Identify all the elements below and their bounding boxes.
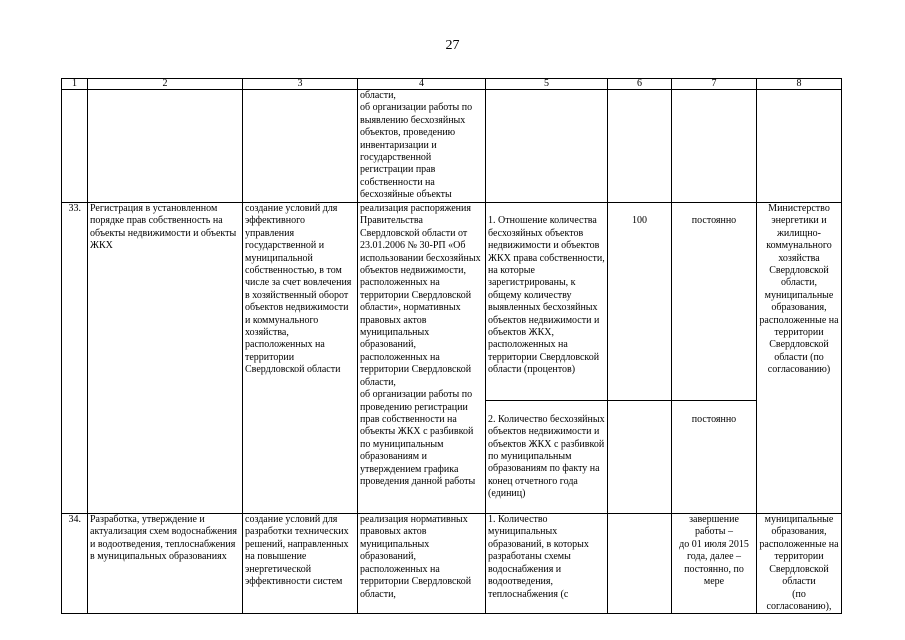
cell-empty <box>243 90 358 203</box>
header-col-3: 3 <box>243 79 358 90</box>
header-row <box>62 79 842 90</box>
indicator-2: 2. Количество бесхозяйных объектов недвижимости и объектов ЖКХ с разбивкой по муниципальным образованиям по факту на конец отчетного года (единиц) <box>488 413 605 500</box>
term-2: постоянно <box>691 413 737 425</box>
cell-empty <box>757 90 842 203</box>
table-row-34 <box>62 514 842 614</box>
executor: Министерство энергетики и жилищно-коммунального хозяйства Свердловской области, муниципальные образования, расположенные на территории Свердловской области (по согласованию) <box>757 203 842 514</box>
target-value-cell <box>608 203 672 514</box>
indicators-cell <box>486 203 608 514</box>
page-number: 27 <box>445 38 460 53</box>
cell-empty <box>486 90 608 203</box>
header-col-7: 7 <box>672 79 757 90</box>
continuation-basis: области, об организации работы по выявлению бесхозяйных объектов, проведению инвентаризации и государственной регистрации прав собственности на бесхозяйные объекты <box>358 90 486 203</box>
cell-empty <box>672 90 757 203</box>
header-col-2: 2 <box>88 79 243 90</box>
measure-name: Разработка, утверждение и актуализация схем водоснабжения и водоотведения, теплоснабжения в муниципальных образованиях <box>88 514 243 614</box>
row-number: 34. <box>62 514 88 614</box>
measure-basis: реализация распоряжения Правительства Свердловской области от 23.01.2006 № 30-РП «Об использовании бесхозяйных объектов недвижимости, расположенных на территории Свердловской области», нормативных правовых актов муниципальных образований, расположенных на территории Свердловской области, об организации работы по проведению регистрации прав собственности на объекты ЖКХ с разбивкой по муниципальным образованиям и утверждением графика проведения данной работы <box>358 203 486 514</box>
measure-name: Регистрация в установленном порядке прав собственность на объекты недвижимости и объекты ЖКХ <box>88 203 243 514</box>
table-row-33 <box>62 203 842 514</box>
header-col-4: 4 <box>358 79 486 90</box>
term-cell <box>672 203 757 514</box>
header-col-6: 6 <box>608 79 672 90</box>
cell-empty <box>62 90 88 203</box>
executor: муниципальные образования, расположенные на территории Свердловской области (по согласованию), <box>757 514 842 614</box>
term: завершение работы – до 01 июля 2015 года, далее – постоянно, по мере <box>672 514 757 614</box>
indicator-1: 1. Отношение количества бесхозяйных объектов недвижимости и объектов ЖКХ права собственности, на которые зарегистрированы, к общему количеству выявленных бесхозяйных объектов недвижимости и объектов ЖКХ, расположенных на территории Свердловской области (процентов) <box>486 215 607 401</box>
target-value: 100 <box>608 215 671 401</box>
measure-basis: реализация нормативных правовых актов муниципальных образований, расположенных на территории Свердловской области, <box>358 514 486 614</box>
measure-goal: создание условий для разработки технических решений, направленных на повышение энергетической эффективности систем <box>243 514 358 614</box>
header-col-1: 1 <box>62 79 88 90</box>
cell-empty <box>608 90 672 203</box>
term-1: постоянно <box>672 215 756 401</box>
header-col-8: 8 <box>757 79 842 90</box>
indicator-1: 1. Количество муниципальных образований, в которых разработаны схемы водоснабжения и водоотведения, теплоснабжения (с <box>486 514 608 614</box>
measures-table <box>61 78 842 614</box>
row-number: 33. <box>62 203 88 514</box>
target-value <box>608 514 672 614</box>
header-col-5: 5 <box>486 79 608 90</box>
measure-goal: создание условий для эффективного управления государственной и муниципальной собственностью, в том числе за счет вовлечения в хозяйственный оборот объектов недвижимости и коммунального хозяйства, расположенных на территории Свердловской области <box>243 203 358 514</box>
cell-empty <box>88 90 243 203</box>
table-row-continuation <box>62 90 842 203</box>
